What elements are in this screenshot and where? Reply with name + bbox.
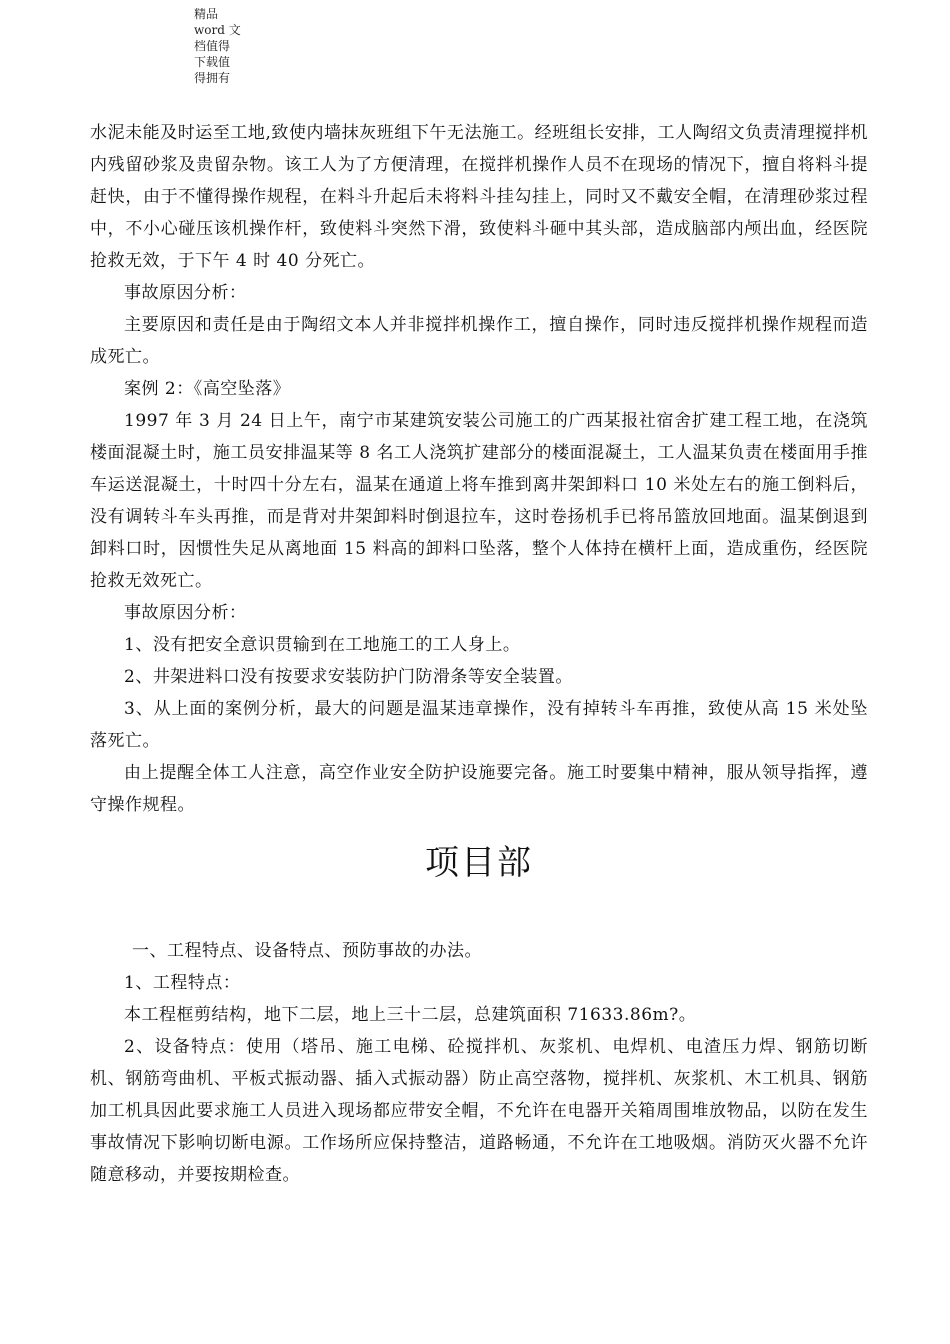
paragraph-continuation: 水泥未能及时运至工地,致使内墙抹灰班组下午无法施工。经班组长安排，工人陶绍文负责清理搅拌机内残留砂浆及贵留杂物。该工人为了方便清理，在搅拌机操作人员不在现场的情况下，擅自将料斗提赶快，由于不懂得操作规程，在料斗升起后未将料斗挂勾挂上，同时又不戴安全帽，在清理砂浆过程中，不小心碰压该机操作杆，致使料斗突然下滑，致使料斗砸中其头部，造成脑部内颅出血，经医院抢救无效，于下午 4 时 40 分死亡。	[90, 123, 868, 271]
paragraph-reminder: 由上提醒全体工人注意，高空作业安全防护设施要完备。施工时要集中精神，服从领导指挥，遵守操作规程。	[90, 763, 868, 815]
paragraph-project-structure: 本工程框剪结构，地下二层，地上三十二层，总建筑面积 71633.86m?。	[124, 1005, 697, 1025]
watermark-line: 精品	[194, 7, 219, 21]
watermark-line: 得拥有	[194, 71, 231, 85]
section-label-cause-analysis-2: 事故原因分析：	[124, 603, 247, 623]
paragraph-equipment-features: 2、设备特点：使用（塔吊、施工电梯、砼搅拌机、灰浆机、电焊机、电渣压力焊、钢筋切断机、钢筋弯曲机、平板式振动器、插入式振动器）防止高空落物，搅拌机、灰浆机、木工机具、钢筋加工机具因此要求施工人员进入现场都应带安全帽，不允许在电器开关箱周围堆放物品，以防在发生事故情况下影响切断电源。工作场所应保持整洁，道路畅通，不允许在工地吸烟。消防灭火器不允许随意移动，并要按期检查。	[90, 1037, 868, 1185]
section-title-1: 一、工程特点、设备特点、预防事故的办法。	[132, 941, 482, 961]
subsection-project-features: 1、工程特点：	[124, 973, 241, 993]
case-2-title: 案例 2：《高空坠落》	[124, 379, 291, 399]
watermark-line: 档值得	[194, 39, 231, 53]
page-heading: 项目部	[425, 843, 533, 883]
section-label-cause-analysis: 事故原因分析：	[124, 283, 247, 303]
paragraph-case-2: 1997 年 3 月 24 日上午，南宁市某建筑安装公司施工的广西某报社宿舍扩建工程工地，在浇筑楼面混凝土时，施工员安排温某等 8 名工人浇筑扩建部分的楼面混凝土，工人温某负责在楼面用手推车运送混凝土，十时四十分左右，温某在通道上将车推到离井架卸料口 10 米处左右的施工倒料后，没有调转斗车头再推，而是背对井架卸料时倒退拉车，这时卷扬机手已将吊篮放回地面。温某倒退到卸料口时，因惯性失足从离地面 15 料高的卸料口坠落，整个人体持在横杆上面，造成重伤，经医院抢救无效死亡。	[90, 411, 868, 591]
watermark-line: word 文	[194, 23, 241, 37]
document-body	[90, 117, 868, 1191]
watermark	[194, 6, 254, 86]
cause-item-2: 2、井架进料口没有按要求安装防护门防滑条等安全装置。	[124, 667, 573, 687]
cause-item-3: 3、从上面的案例分析，最大的问题是温某违章操作，没有掉转斗车再推，致使从高 15 米处坠落死亡。	[90, 699, 868, 751]
paragraph-main-cause: 主要原因和责任是由于陶绍文本人并非搅拌机操作工，擅自操作，同时违反搅拌机操作规程而造成死亡。	[90, 315, 868, 367]
cause-item-1: 1、没有把安全意识贯输到在工地施工的工人身上。	[124, 635, 521, 655]
watermark-line: 下载值	[194, 55, 231, 69]
